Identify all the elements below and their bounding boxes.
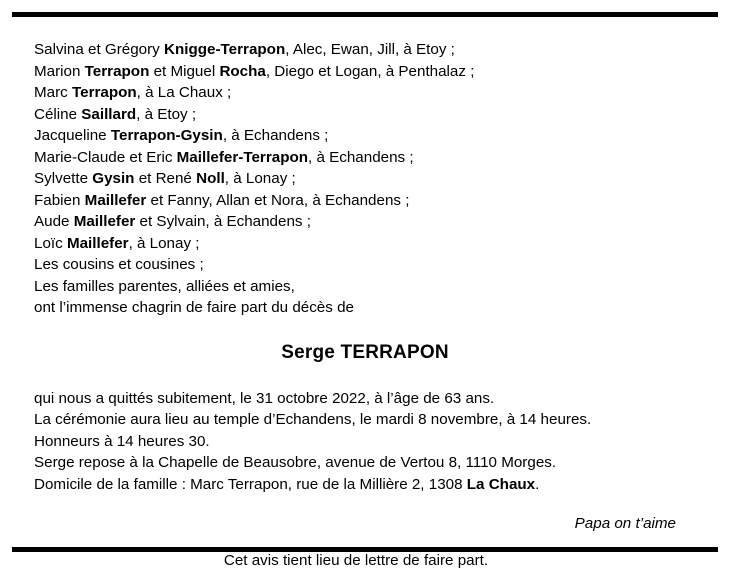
body-text: ont l’immense chagrin de faire part du décès de bbox=[34, 299, 354, 316]
surname-text: Terrapon-Gysin bbox=[110, 127, 223, 144]
surname-text: Maillefer bbox=[66, 234, 129, 252]
body-text: Les cousins et cousines ; bbox=[34, 256, 204, 273]
body-text: , à La Chaux ; bbox=[136, 84, 232, 101]
ceremony-details-block bbox=[34, 388, 696, 496]
body-text: Marion bbox=[34, 62, 85, 80]
surname-text: Saillard bbox=[81, 105, 137, 123]
body-text: , à Echandens ; bbox=[308, 148, 414, 166]
body-text: , à Lonay ; bbox=[128, 234, 200, 252]
body-text: Loïc bbox=[34, 234, 67, 252]
obituary-notice bbox=[12, 12, 718, 569]
detail-line bbox=[34, 409, 696, 431]
family-name-line bbox=[34, 125, 696, 147]
body-text: Serge repose à la Chapelle de Beausobre, avenue de Vertou 8, 1110 Morges. bbox=[34, 454, 557, 471]
surname-text: Terrapon bbox=[71, 84, 137, 101]
family-name-line bbox=[34, 61, 696, 83]
body-text: Aude bbox=[34, 213, 74, 230]
body-text: , à Etoy ; bbox=[136, 105, 197, 123]
body-text: et René bbox=[134, 170, 197, 187]
body-text: Céline bbox=[34, 105, 82, 123]
body-text: et Fanny, Allan et Nora, à Echandens ; bbox=[146, 191, 410, 209]
family-name-line bbox=[34, 254, 696, 276]
surname-text: La Chaux bbox=[466, 475, 536, 493]
surname-text: Maillefer bbox=[73, 213, 136, 230]
body-text: , à Lonay ; bbox=[224, 170, 296, 187]
body-text: Marc bbox=[34, 84, 72, 101]
body-text: et Miguel bbox=[149, 62, 220, 80]
body-text: , Diego et Logan, à Penthalaz ; bbox=[265, 62, 475, 80]
body-text: Les familles parentes, alliées et amies, bbox=[34, 277, 295, 295]
body-text: , à Echandens ; bbox=[222, 127, 329, 144]
detail-line bbox=[34, 474, 696, 496]
body-text: La cérémonie aura lieu au temple d’Echandens, le mardi 8 novembre, à 14 heures. bbox=[34, 411, 592, 428]
surname-text: Noll bbox=[196, 170, 225, 187]
body-text: Sylvette bbox=[34, 170, 93, 187]
body-text: . bbox=[535, 475, 540, 493]
family-name-line bbox=[34, 39, 696, 61]
deceased-name: Serge TERRAPON bbox=[281, 341, 449, 363]
detail-line bbox=[34, 452, 696, 474]
family-names-block bbox=[34, 39, 696, 319]
family-name-line bbox=[34, 147, 696, 169]
signature-line: Papa on t’aime bbox=[574, 515, 676, 532]
surname-text: Terrapon bbox=[84, 62, 150, 80]
family-name-line bbox=[34, 211, 696, 233]
body-text: Jacqueline bbox=[34, 127, 111, 144]
footer-note: Cet avis tient lieu de lettre de faire part. bbox=[223, 552, 489, 569]
surname-text: Maillefer-Terrapon bbox=[176, 148, 309, 166]
body-text: Marie-Claude et Eric bbox=[34, 148, 177, 166]
body-text: Fabien bbox=[34, 191, 85, 209]
notice-inner bbox=[12, 17, 718, 569]
body-text: Salvina et Grégory bbox=[34, 41, 164, 58]
family-name-line bbox=[34, 297, 696, 319]
family-name-line bbox=[34, 82, 696, 104]
surname-text: Rocha bbox=[219, 62, 266, 80]
family-name-line bbox=[34, 190, 696, 212]
surname-text: Gysin bbox=[92, 170, 135, 187]
family-name-line bbox=[34, 168, 696, 190]
detail-line bbox=[34, 431, 696, 453]
surname-text: Maillefer bbox=[84, 191, 147, 209]
body-text: qui nous a quittés subitement, le 31 octobre 2022, à l’âge de 63 ans. bbox=[34, 389, 495, 407]
body-text: Honneurs à 14 heures 30. bbox=[34, 432, 210, 450]
body-text: , Alec, Ewan, Jill, à Etoy ; bbox=[285, 41, 455, 58]
family-name-line bbox=[34, 233, 696, 255]
family-name-line bbox=[34, 276, 696, 298]
detail-line bbox=[34, 388, 696, 410]
body-text: Domicile de la famille : Marc Terrapon, rue de la Millière 2, 1308 bbox=[34, 475, 467, 493]
body-text: et Sylvain, à Echandens ; bbox=[135, 213, 311, 230]
surname-text: Knigge-Terrapon bbox=[164, 41, 286, 58]
family-name-line bbox=[34, 104, 696, 126]
